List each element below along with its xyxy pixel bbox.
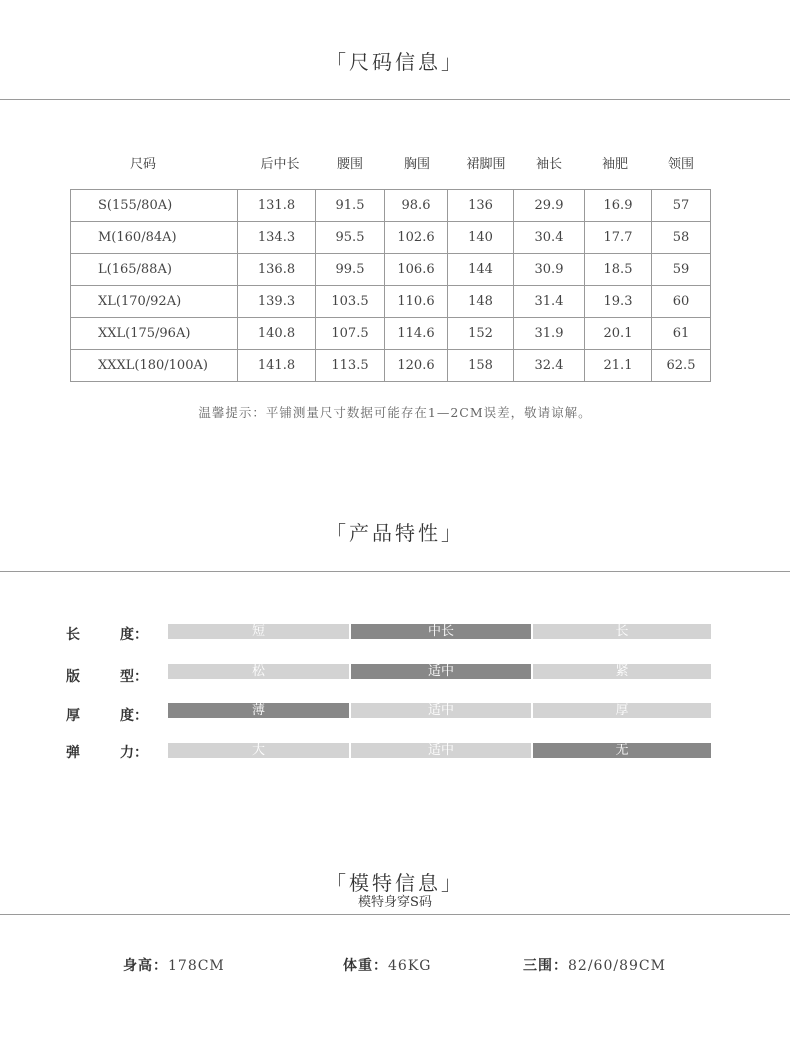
table-cell: 31.9: [514, 318, 585, 350]
table-cell: 30.4: [514, 222, 585, 254]
table-cell: 106.6: [385, 254, 448, 286]
table-cell: 141.8: [238, 350, 316, 382]
attr-option-medium: 适中: [351, 703, 531, 718]
model-subtitle: 模特身穿S码: [358, 895, 432, 910]
measurement-note: 温馨提示：平铺测量尺寸数据可能存在1—2CM误差，敬请谅解。: [198, 405, 592, 420]
table-cell: 144: [448, 254, 514, 286]
header-back-length: 后中长: [260, 157, 300, 172]
attr-option-short: 短: [168, 624, 349, 639]
table-cell: 136: [448, 190, 514, 222]
model-weight: 体重：46KG: [343, 958, 432, 974]
header-size: 尺码: [129, 157, 156, 172]
table-cell: L(165/88A): [71, 254, 238, 286]
table-cell: 29.9: [514, 190, 585, 222]
attr-option-long: 长: [533, 624, 711, 639]
attr-option-none: 无: [533, 743, 711, 758]
size-table: [70, 189, 711, 382]
table-cell: 62.5: [652, 350, 711, 382]
header-chest: 胸围: [403, 157, 430, 172]
divider: [0, 571, 790, 572]
table-cell: 102.6: [385, 222, 448, 254]
table-row: [71, 190, 711, 222]
table-row: [71, 318, 711, 350]
table-cell: 19.3: [585, 286, 652, 318]
table-cell: 107.5: [316, 318, 385, 350]
table-cell: XL(170/92A): [71, 286, 238, 318]
table-cell: M(160/84A): [71, 222, 238, 254]
table-cell: XXL(175/96A): [71, 318, 238, 350]
table-cell: 113.5: [316, 350, 385, 382]
table-cell: 61: [652, 318, 711, 350]
size-section-title: 「尺码信息」: [326, 50, 464, 74]
table-cell: 30.9: [514, 254, 585, 286]
table-cell: 20.1: [585, 318, 652, 350]
table-cell: 18.5: [585, 254, 652, 286]
table-cell: 16.9: [585, 190, 652, 222]
table-cell: 103.5: [316, 286, 385, 318]
table-cell: 31.4: [514, 286, 585, 318]
table-cell: 152: [448, 318, 514, 350]
table-cell: 158: [448, 350, 514, 382]
features-section-title: 「产品特性」: [326, 521, 464, 545]
table-cell: 140: [448, 222, 514, 254]
table-cell: 131.8: [238, 190, 316, 222]
table-cell: 59: [652, 254, 711, 286]
model-height: 身高：178CM: [123, 958, 225, 974]
attr-option-tight: 紧: [533, 664, 711, 679]
attr-option-thin: 薄: [168, 703, 349, 718]
model-section-title: 「模特信息」: [326, 871, 464, 895]
table-cell: 148: [448, 286, 514, 318]
table-cell: 98.6: [385, 190, 448, 222]
attr-option-moderate: 适中: [351, 743, 531, 758]
table-cell: 120.6: [385, 350, 448, 382]
attr-option-mid-length: 中长: [351, 624, 531, 639]
attr-option-high: 大: [168, 743, 349, 758]
table-cell: 21.1: [585, 350, 652, 382]
table-cell: 114.6: [385, 318, 448, 350]
table-cell: 17.7: [585, 222, 652, 254]
divider: [0, 99, 790, 100]
table-cell: 58: [652, 222, 711, 254]
header-hem: 裙脚围: [466, 157, 506, 172]
divider: [0, 914, 790, 915]
header-waist: 腰围: [336, 157, 363, 172]
table-cell: 136.8: [238, 254, 316, 286]
table-cell: 140.8: [238, 318, 316, 350]
table-row: [71, 350, 711, 382]
table-cell: 57: [652, 190, 711, 222]
table-row: [71, 222, 711, 254]
table-cell: 91.5: [316, 190, 385, 222]
header-sleeve-width: 袖肥: [601, 157, 628, 172]
table-cell: 110.6: [385, 286, 448, 318]
attr-option-loose: 松: [168, 664, 349, 679]
table-cell: 139.3: [238, 286, 316, 318]
table-cell: S(155/80A): [71, 190, 238, 222]
table-cell: 95.5: [316, 222, 385, 254]
table-row: [71, 254, 711, 286]
table-cell: XXXL(180/100A): [71, 350, 238, 382]
table-cell: 99.5: [316, 254, 385, 286]
attr-option-regular: 适中: [351, 664, 531, 679]
table-cell: 60: [652, 286, 711, 318]
table-cell: 32.4: [514, 350, 585, 382]
table-row: [71, 286, 711, 318]
attr-option-thick: 厚: [533, 703, 711, 718]
header-sleeve-length: 袖长: [535, 157, 562, 172]
table-cell: 134.3: [238, 222, 316, 254]
header-collar: 领围: [667, 157, 694, 172]
model-measurements: 三围：82/60/89CM: [523, 958, 666, 974]
